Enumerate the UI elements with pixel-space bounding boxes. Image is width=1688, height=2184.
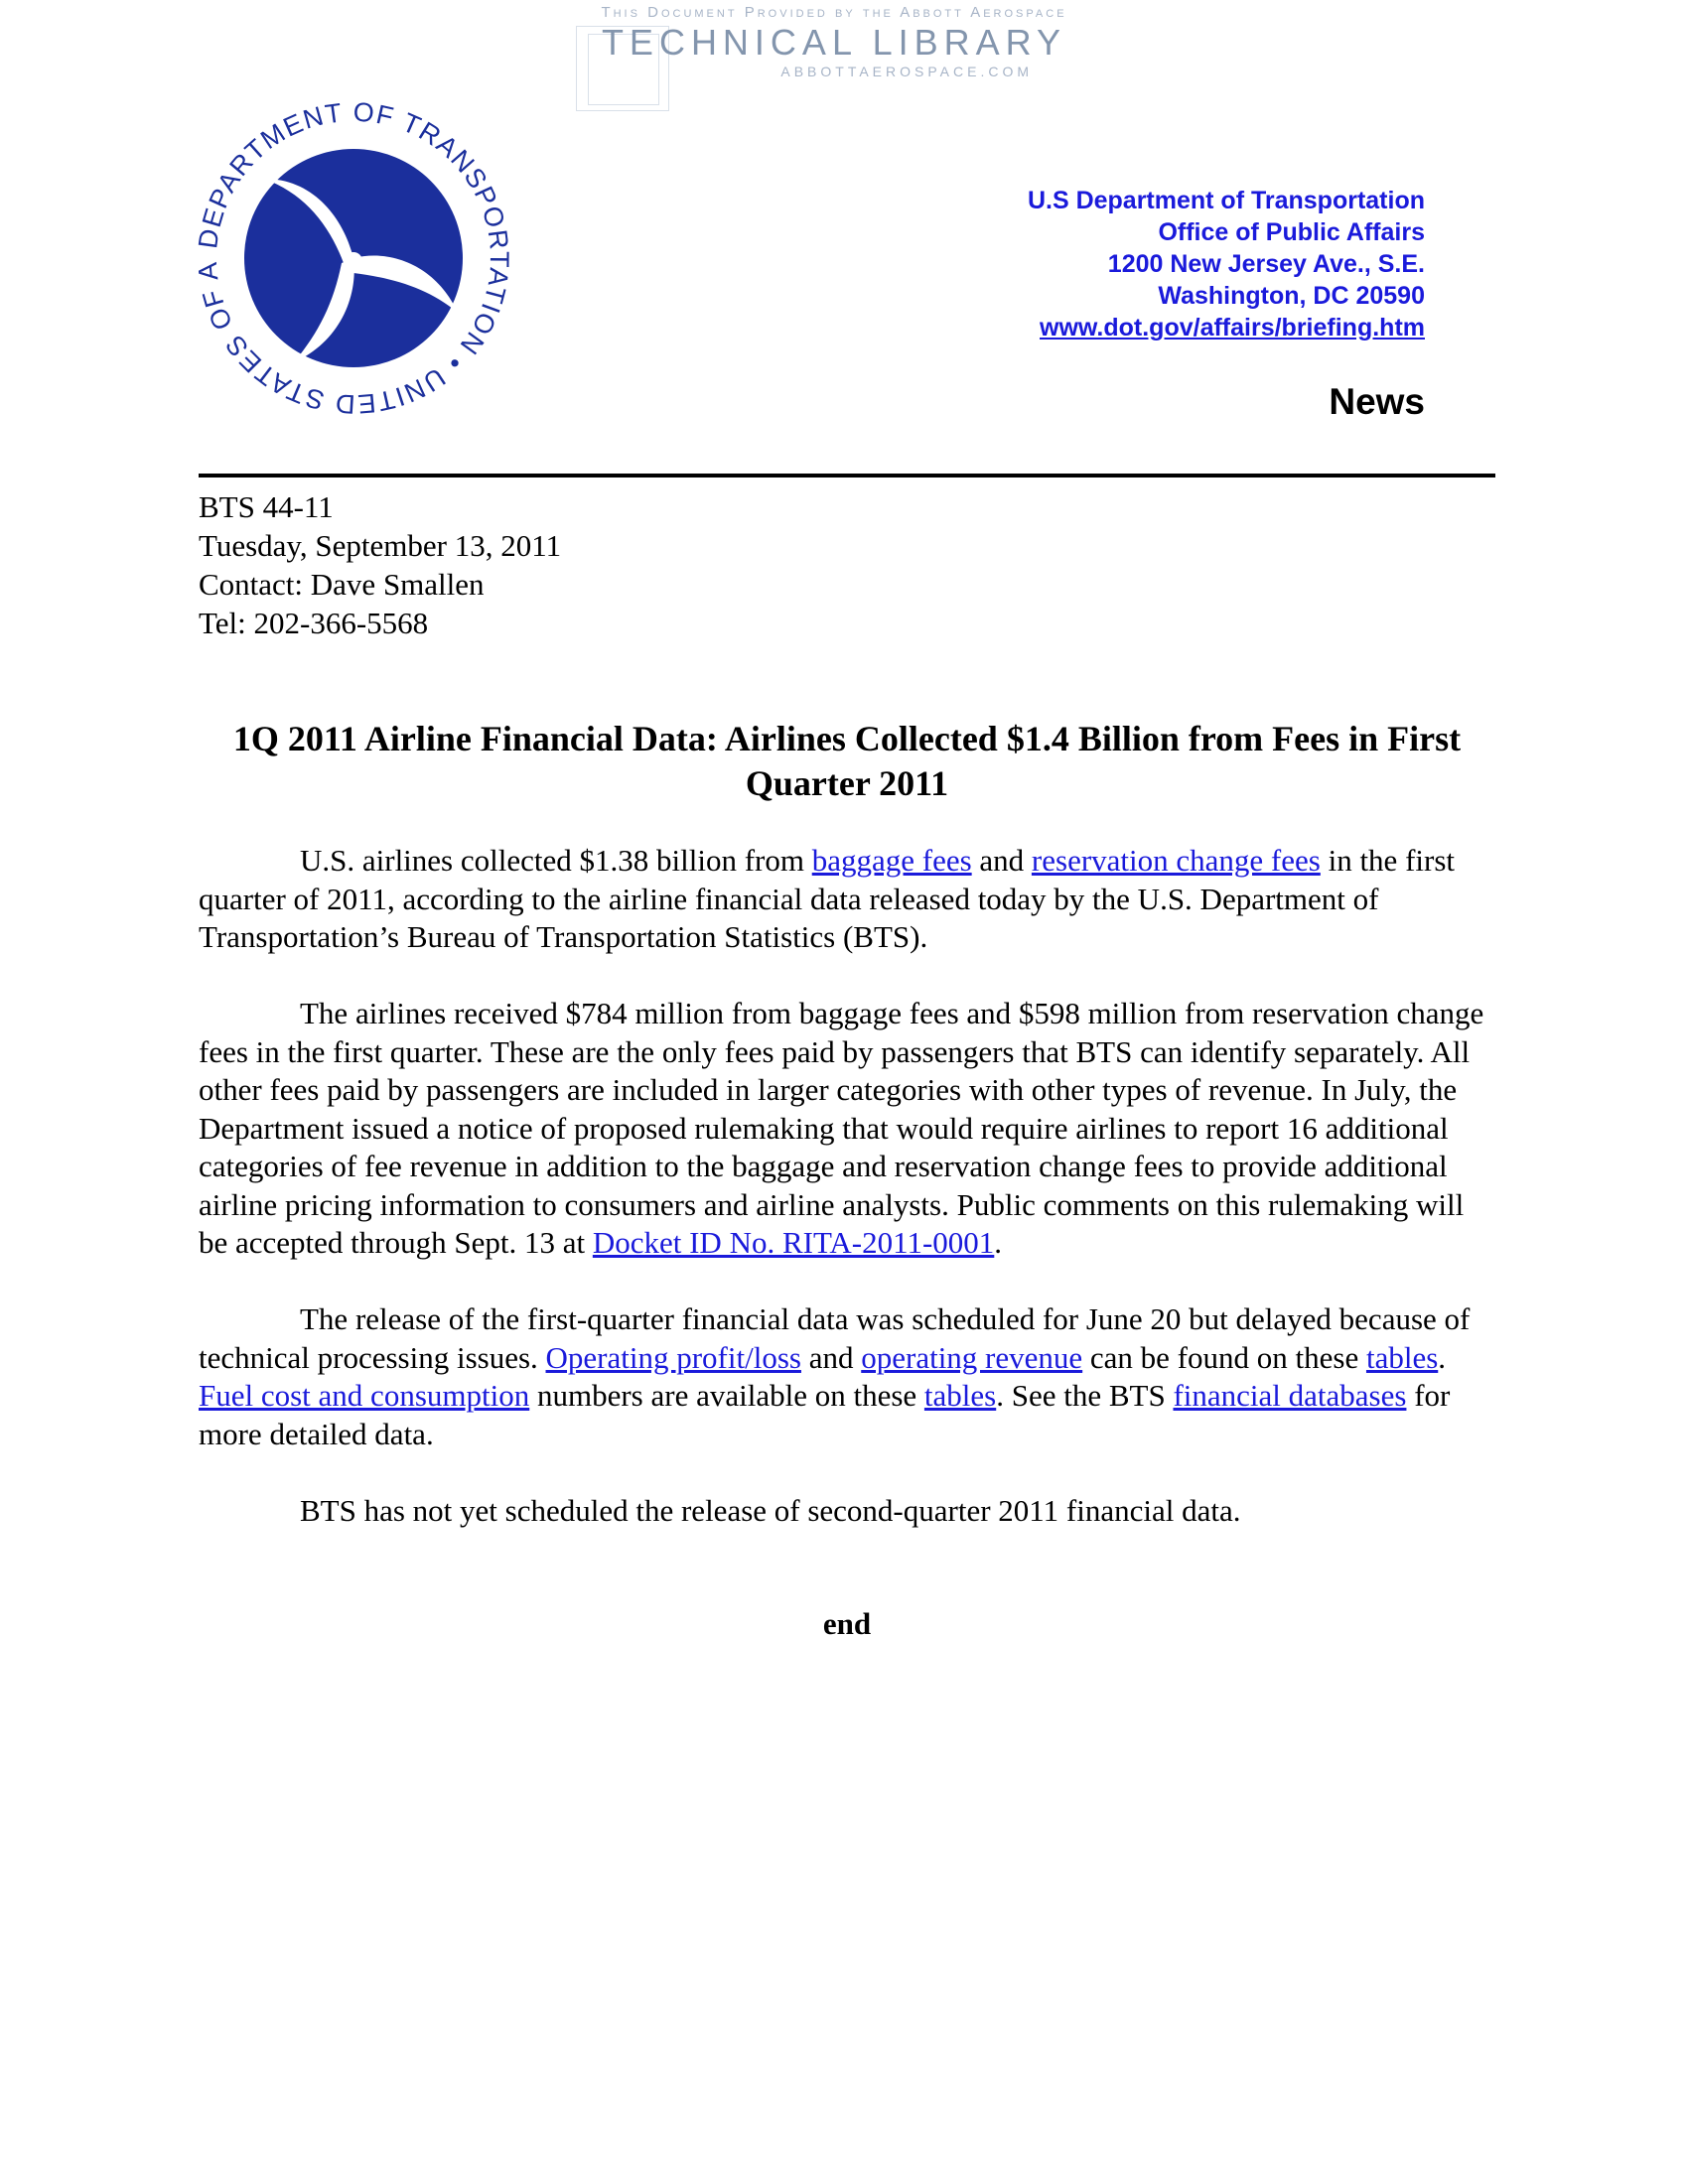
fuel-cost-consumption-link[interactable]: Fuel cost and consumption <box>199 1378 530 1413</box>
paragraph-text: numbers are available on these <box>529 1378 924 1413</box>
paragraph-1 <box>199 842 1499 957</box>
paragraph-3 <box>199 1300 1499 1453</box>
operating-tables-link[interactable]: tables <box>1365 1339 1439 1375</box>
paragraph-2 <box>199 995 1499 1263</box>
contact-name: Contact: Dave Smallen <box>199 567 485 602</box>
paragraph-text: in the first quarter of 2011, according to the airline financial data released today by the U.S. Department of Transportation’s Bureau of Transportation Statistics (BTS). <box>199 843 1455 954</box>
paragraph-text: The airlines received $784 million from baggage fees and $598 million from reservation change fees in the first quarter. These are the only fees paid by passengers that BTS can identify separately. All other fees paid by passengers are included in larger categories with other types of revenue. In July, the Department issued a notice of proposed rulemaking that would require airlines to report 16 additional categories of fee revenue in addition to the baggage and reservation change fees to provide additional airline pricing information to consumers and airline analysts. Public comments on this rulemaking will be accepted through Sept. 13 at <box>199 996 1484 1260</box>
watermark-site: ABBOTTAEROSPACE.COM <box>780 64 1033 79</box>
office-address <box>1028 185 1425 343</box>
paragraph-text: for more detailed data. <box>199 1378 1451 1451</box>
operating-revenue-link[interactable]: operating revenue <box>861 1339 1083 1375</box>
baggage-fees-link[interactable]: baggage fees <box>811 843 972 878</box>
seal-ring-text: DEPARTMENT OF TRANSPORTATION • UNITED STATES OF A <box>195 99 512 417</box>
watermark-provider-text: This Document Provided by the Abbott Aerospace <box>601 4 1067 21</box>
article-body <box>199 842 1499 1569</box>
release-meta <box>199 487 561 642</box>
watermark-title: TECHNICAL LIBRARY <box>601 22 1067 63</box>
news-label: News <box>1329 381 1425 422</box>
paragraph-text: and <box>971 843 1032 878</box>
page-title: 1Q 2011 Airline Financial Data: Airlines Collected $1.4 Billion from Fees in First Quarter 2011 <box>232 719 1462 803</box>
reservation-change-fees-link[interactable]: reservation change fees <box>1031 843 1321 878</box>
dot-seal-logo <box>195 99 512 417</box>
fuel-tables-link[interactable]: tables <box>923 1378 997 1413</box>
address-line: Office of Public Affairs <box>1158 218 1425 246</box>
operating-profit-loss-link[interactable]: Operating profit/loss <box>545 1339 801 1375</box>
docket-id-link[interactable]: Docket ID No. RITA-2011-0001 <box>592 1225 995 1260</box>
paragraph-text: . See the BTS <box>996 1378 1174 1413</box>
address-line: 1200 New Jersey Ave., S.E. <box>1107 250 1425 278</box>
paragraph-text: . <box>994 1225 1003 1260</box>
paragraph-text: . <box>1438 1339 1447 1375</box>
financial-databases-link[interactable]: financial databases <box>1173 1378 1407 1413</box>
paragraph-text: can be found on these <box>1082 1339 1366 1375</box>
release-date: Tuesday, September 13, 2011 <box>199 528 562 563</box>
header-divider <box>199 474 1495 478</box>
end-mark: end <box>822 1606 872 1641</box>
dot-seal-icon <box>195 99 512 417</box>
paragraph-text: BTS has not yet scheduled the release of second-quarter 2011 financial data. <box>300 1492 1241 1528</box>
address-line: U.S Department of Transportation <box>1027 187 1425 214</box>
paragraph-text: The release of the first-quarter financial data was scheduled for June 20 but delayed because of technical processing issues. <box>199 1301 1471 1375</box>
watermark-banner <box>566 4 1102 109</box>
briefing-url-link[interactable]: www.dot.gov/affairs/briefing.htm <box>1040 314 1425 341</box>
address-line: Washington, DC 20590 <box>1158 282 1425 310</box>
paragraph-text: and <box>800 1339 862 1375</box>
contact-phone: Tel: 202-366-5568 <box>199 606 429 640</box>
paragraph-text: U.S. airlines collected $1.38 billion from <box>300 843 812 878</box>
release-id: BTS 44-11 <box>199 489 334 524</box>
paragraph-4 <box>199 1492 1499 1531</box>
